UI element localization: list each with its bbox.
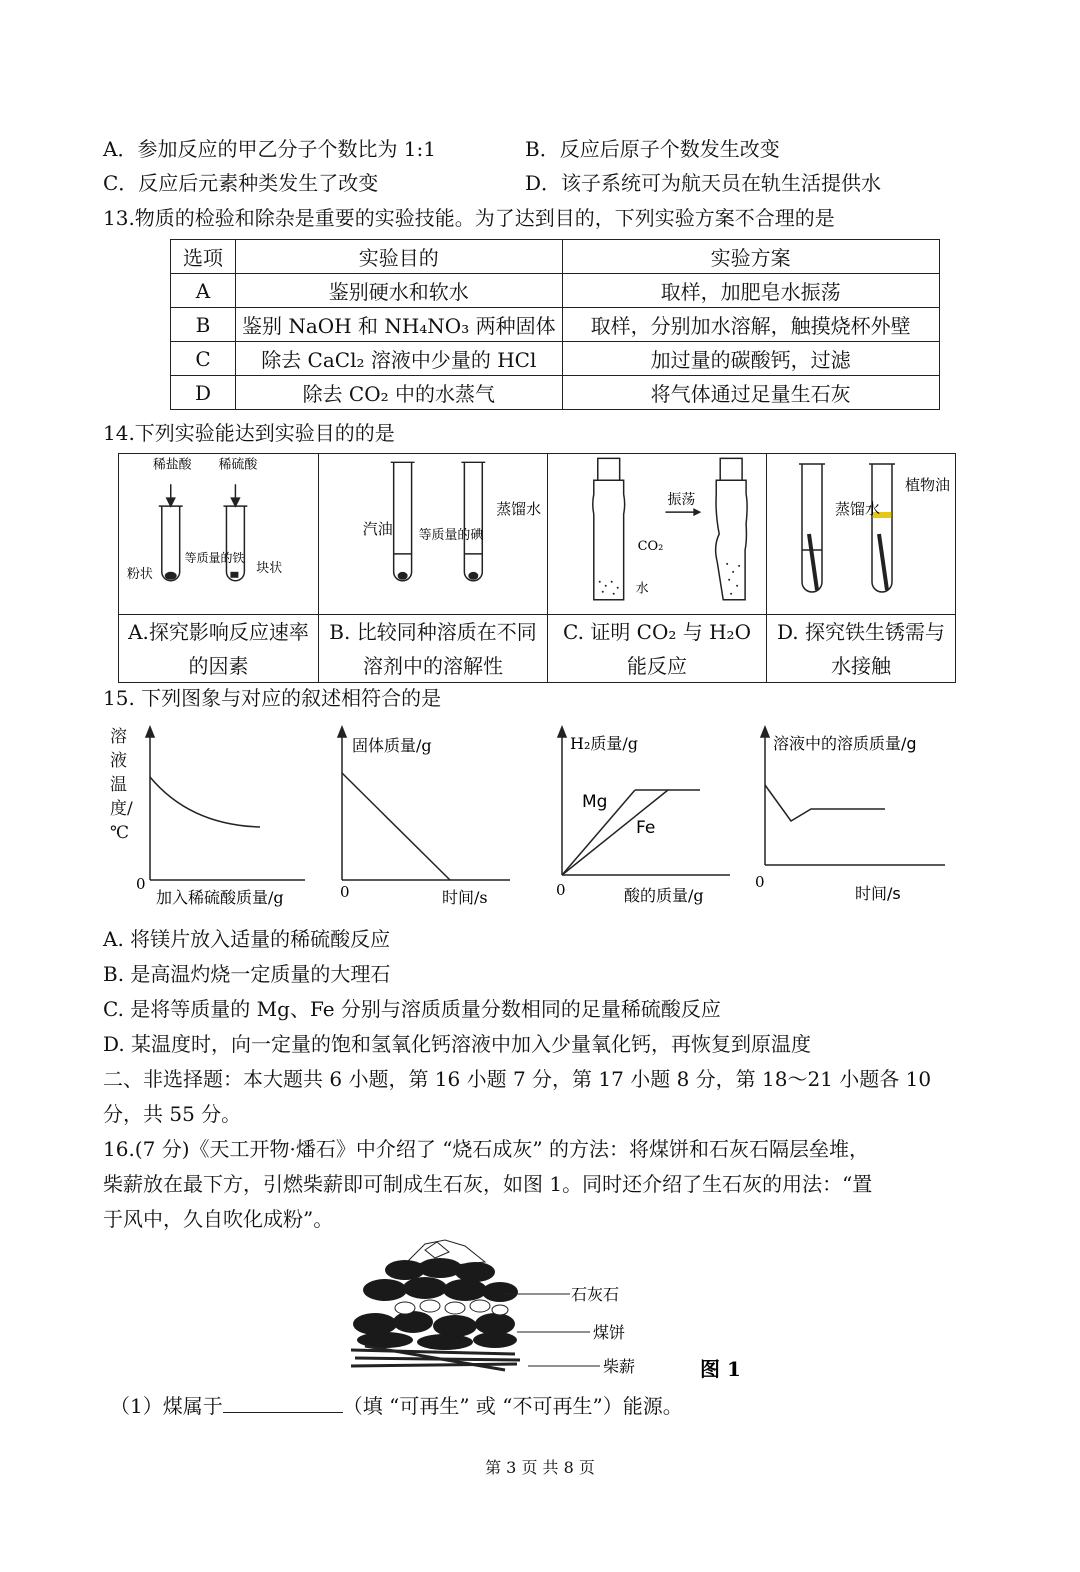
page-footer: 第 3 页 共 8 页	[485, 1458, 595, 1477]
q16-sub1-suffix: （填 “可再生” 或 “不可再生”）能源。	[342, 1394, 683, 1418]
table-row	[171, 274, 940, 308]
graph-d-xlabel: 时间/s	[855, 884, 901, 903]
table-row	[171, 308, 940, 342]
graph-a-ylabel: 溶液温度/℃	[110, 727, 133, 843]
graph-a-xlabel: 加入稀硫酸质量/g	[156, 888, 284, 907]
q15-option-b: B. 是高温灼烧一定质量的大理石	[103, 962, 391, 986]
q14-caption-a: A.探究影响反应速率的因素	[119, 614, 318, 684]
graph-c-xlabel: 酸的质量/g	[624, 886, 704, 905]
graph-c-origin: 0	[556, 881, 566, 899]
graph-a-origin: 0	[136, 875, 146, 893]
q16-line3: 于风中，久自吹化成粉”。	[103, 1207, 334, 1231]
answer-blank[interactable]	[223, 1392, 343, 1413]
q14-cell-a	[119, 454, 319, 682]
q12-option-d: D．该子系统可为航天员在轨生活提供水	[525, 171, 882, 195]
q16-figure-1	[345, 1232, 765, 1382]
figure-caption: 图 1	[700, 1357, 741, 1381]
label-distilled-water-b: 蒸馏水	[496, 500, 542, 519]
label-hydrochloric-acid: 稀盐酸	[152, 457, 192, 473]
graph-d-ylabel: 溶液中的溶质质量/g	[773, 734, 917, 753]
q13-table	[170, 239, 940, 410]
q14-diagram-a	[119, 454, 318, 614]
graph-c-fe-label: Fe	[636, 818, 656, 838]
table-cell: 将气体通过足量生石灰	[562, 376, 939, 410]
table-cell: 鉴别硬水和软水	[236, 274, 563, 308]
q14-stem: 14.下列实验能达到实验目的的是	[103, 421, 395, 445]
table-row	[171, 342, 940, 376]
q14-diagram-b	[319, 454, 547, 614]
q15-graph-c	[540, 725, 740, 915]
table-row	[171, 376, 940, 410]
table-cell: A	[171, 274, 236, 308]
label-sulfuric-acid: 稀硫酸	[218, 457, 258, 473]
q14-cell-b	[319, 454, 548, 682]
q13-stem: 13.物质的检验和除杂是重要的实验技能。为了达到目的，下列实验方案不合理的是	[103, 206, 835, 230]
q14-diagram-c	[548, 454, 766, 614]
table-cell: 除去 CaCl₂ 溶液中少量的 HCl	[236, 342, 563, 376]
q16-line1: 16.(7 分)《天工开物·燔石》中介绍了 “烧石成灰” 的方法：将煤饼和石灰石隔层垒堆，	[103, 1137, 870, 1161]
graph-b-origin: 0	[340, 883, 350, 901]
q12-option-b: B．反应后原子个数发生改变	[525, 137, 780, 161]
label-water-c: 水	[635, 581, 649, 597]
label-equal-iron: 等质量的铁	[184, 550, 245, 565]
label-distilled-water-d: 蒸馏水	[835, 500, 881, 518]
q15-option-a: A. 将镁片放入适量的稀硫酸反应	[103, 927, 391, 951]
q14-experiment-grid	[118, 453, 956, 683]
label-gasoline: 汽油	[362, 520, 393, 538]
label-equal-iodine: 等质量的碘	[418, 527, 484, 543]
q15-option-d: D. 某温度时，向一定量的饱和氢氧化钙溶液中加入少量氧化钙，再恢复到原温度	[103, 1032, 812, 1056]
table-cell: D	[171, 376, 236, 410]
q14-diagram-d	[767, 454, 955, 614]
table-header-cell: 选项	[171, 240, 236, 274]
graph-c-mg-label: Mg	[582, 792, 608, 812]
q16-line2: 柴薪放在最下方，引燃柴薪即可制成生石灰，如图 1。同时还介绍了生石灰的用法：“置	[103, 1172, 873, 1196]
q12-option-c: C．反应后元素种类发生了改变	[103, 171, 379, 195]
label-powder: 粉状	[126, 566, 153, 582]
q14-caption-b: B. 比较同种溶质在不同溶剂中的溶解性	[319, 614, 547, 684]
section2-line2: 分，共 55 分。	[103, 1102, 242, 1126]
q16-sub1-prefix: （1）煤属于	[110, 1394, 223, 1418]
q15-graph-a	[110, 725, 310, 915]
table-cell: 取样，加肥皂水振荡	[562, 274, 939, 308]
label-vegetable-oil: 植物油	[905, 476, 951, 494]
section2-line1: 二、非选择题：本大题共 6 小题，第 16 小题 7 分，第 17 小题 8 分，第 18～21 小题各 10	[103, 1067, 932, 1091]
table-header-cell: 实验目的	[236, 240, 563, 274]
table-cell: B	[171, 308, 236, 342]
q16-sub1	[110, 1392, 683, 1419]
q14-caption-d: D. 探究铁生锈需与水接触	[767, 614, 955, 684]
graph-d-origin: 0	[755, 873, 765, 891]
label-block: 块状	[256, 560, 283, 576]
table-cell: 加过量的碳酸钙，过滤	[562, 342, 939, 376]
table-cell: 鉴别 NaOH 和 NH₄NO₃ 两种固体	[236, 308, 563, 342]
label-limestone: 石灰石	[571, 1285, 620, 1304]
graph-b-xlabel: 时间/s	[442, 888, 488, 907]
q14-cell-d	[767, 454, 955, 682]
q12-option-a: A．参加反应的甲乙分子个数比为 1:1	[103, 137, 436, 161]
graph-b-ylabel: 固体质量/g	[352, 736, 432, 755]
q14-cell-c	[548, 454, 767, 682]
label-coal-cake: 煤饼	[593, 1323, 626, 1342]
label-firewood: 柴薪	[603, 1357, 636, 1376]
table-header-row	[171, 240, 940, 274]
q15-option-c: C. 是将等质量的 Mg、Fe 分别与溶质质量分数相同的足量稀硫酸反应	[103, 997, 721, 1021]
graph-c-ylabel: H₂质量/g	[570, 734, 639, 753]
q15-graph-d	[745, 725, 960, 915]
q14-caption-c: C. 证明 CO₂ 与 H₂O 能反应	[548, 614, 766, 684]
label-shake: 振荡	[667, 492, 696, 509]
label-co2: CO₂	[637, 538, 664, 554]
q15-graph-b	[320, 725, 520, 915]
table-cell: C	[171, 342, 236, 376]
table-cell: 除去 CO₂ 中的水蒸气	[236, 376, 563, 410]
table-header-cell: 实验方案	[562, 240, 939, 274]
q15-stem: 15. 下列图象与对应的叙述相符合的是	[103, 686, 442, 710]
table-cell: 取样，分别加水溶解，触摸烧杯外壁	[562, 308, 939, 342]
